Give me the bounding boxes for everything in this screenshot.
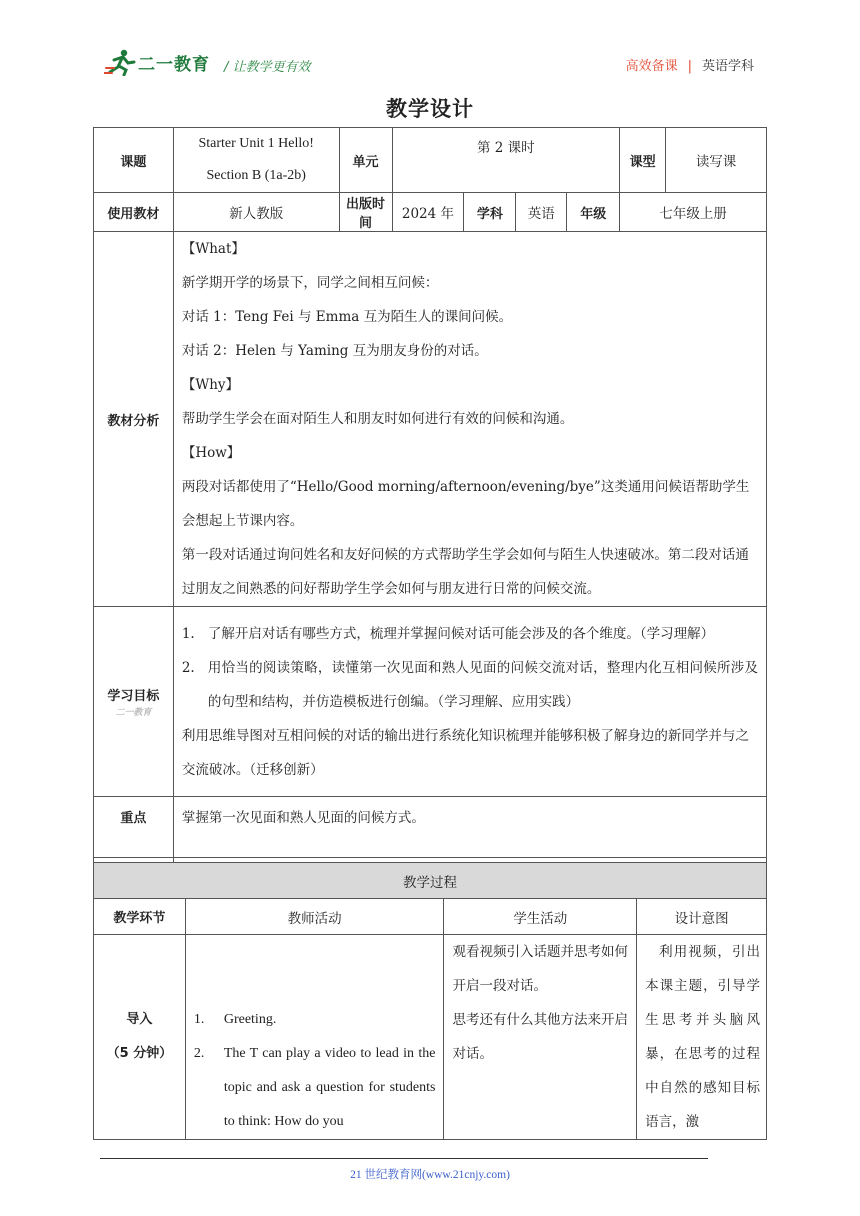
type-value: 读写课 (666, 128, 767, 193)
analysis-content (173, 232, 766, 607)
pubtime-value: 2024 年 (392, 193, 464, 232)
stage-duration: （5 分钟） (106, 1046, 173, 1061)
logo (104, 48, 210, 76)
textbook-value: 新人教版 (173, 193, 339, 232)
design-intent: 利用视频，引出本课主题，引导学生思考并头脑风暴，在思考的过程中自然的感知目标语言，激 (637, 935, 767, 1140)
unit-label: 单元 (339, 128, 392, 193)
watermark: 二一教育 (115, 707, 152, 718)
grade-label: 年级 (567, 193, 620, 232)
objective-item (182, 651, 758, 719)
topic-line-2: Section B (1a-2b) (206, 168, 306, 183)
teacher-item-text: Greeting. (223, 1012, 277, 1027)
unit-value: 第 2 课时 (392, 128, 620, 193)
topic-line-1: Starter Unit 1 Hello! (198, 136, 314, 151)
col-stage: 教学环节 (94, 899, 186, 935)
footer-source: 21 世纪教育网(www.21cnjy.com) (350, 1169, 510, 1181)
analysis-line: 第一段对话通过询问姓名和友好问候的方式帮助学生学会如何与陌生人快速破冰。第二段对话通过朋友之间熟悉的问好帮助学生学会如何与朋友进行日常的问候交流。 (181, 547, 749, 597)
objective-item (182, 617, 758, 651)
teacher-activity (185, 935, 444, 1140)
student-activity (444, 935, 637, 1140)
textbook-label: 使用教材 (94, 193, 174, 232)
logo-text: 二一教育 (138, 54, 210, 75)
analysis-label: 教材分析 (94, 232, 174, 607)
topic-label: 课题 (94, 128, 174, 193)
analysis-line: 帮助学生学会在面对陌生人和朋友时如何进行有效的问候和沟通。 (181, 411, 574, 427)
objective-text: 用恰当的阅读策略，读懂第一次见面和熟人见面的问候交流对话，整理内化互相问候所涉及的句型和结构，并仿造模板进行创编。（学习理解、应用实践） (207, 659, 758, 710)
page-title: 教学设计 (386, 97, 474, 121)
objectives-label: 学习目标 (107, 688, 160, 704)
topic-value (173, 128, 339, 193)
objective-text: 了解开启对话有哪些方式，梳理并掌握问候对话可能会涉及的各个维度。（学习理解） (207, 625, 715, 642)
runner-logo-icon (104, 48, 136, 76)
analysis-line: 新学期开学的场景下，同学之间相互问候： (181, 275, 439, 291)
type-label: 课型 (620, 128, 666, 193)
col-teacher: 教师活动 (185, 899, 444, 935)
teacher-item-number: 2. (193, 1046, 205, 1061)
teacher-item (194, 1037, 436, 1139)
subject-value: 英语 (516, 193, 567, 232)
footer-divider (100, 1158, 708, 1159)
objective-number: 2. (181, 659, 195, 676)
analysis-line: 对话 1：Teng Fei 与 Emma 互为陌生人的课间问候。 (181, 309, 513, 325)
student-activity-line: 思考还有什么其他方法来开启对话。 (452, 1012, 628, 1062)
analysis-line: 对话 2：Helen 与 Yaming 互为朋友身份的对话。 (181, 343, 488, 359)
process-title: 教学过程 (94, 863, 767, 899)
objective-number: 1. (181, 625, 195, 642)
header-right (626, 55, 754, 74)
subject-label: 学科 (464, 193, 516, 232)
keypoint-label: 重点 (94, 797, 174, 858)
process-table (93, 862, 767, 1140)
grade-value: 七年级上册 (620, 193, 767, 232)
col-student: 学生活动 (444, 899, 637, 935)
analysis-line: 【How】 (181, 445, 241, 461)
stage-name: 导入 (126, 1012, 153, 1027)
teacher-item-number: 1. (193, 1012, 205, 1027)
stage-cell (94, 935, 186, 1140)
teacher-item-text: The T can play a video to lead in the topic and ask a question for students to think: How do you (223, 1046, 436, 1129)
header-tag-prep: 高效备课 (625, 59, 678, 74)
pubtime-label: 出版时间 (339, 193, 392, 232)
teacher-item (194, 1003, 436, 1037)
keypoint-text: 掌握第一次见面和熟人见面的问候方式。 (173, 797, 766, 858)
student-activity-line: 观看视频引入话题并思考如何开启一段对话。 (452, 944, 628, 994)
header-tag-subject: 英语学科 (701, 59, 754, 74)
page-header (104, 44, 754, 82)
analysis-line: 【Why】 (181, 377, 240, 393)
slogan: / 让教学更有效 (224, 60, 311, 75)
header-separator: | (687, 59, 692, 74)
objectives-content (173, 607, 766, 797)
col-intent: 设计意图 (637, 899, 767, 935)
analysis-line: 【What】 (181, 241, 245, 257)
objectives-label-cell (94, 607, 174, 797)
analysis-line: 两段对话都使用了“Hello/Good morning/afternoon/evening/bye”这类通用问候语帮助学生会想起上节课内容。 (181, 479, 750, 529)
objective-extra: 利用思维导图对互相问候的对话的输出进行系统化知识梳理并能够积极了解身边的新同学并与之交流破冰。（迁移创新） (181, 727, 749, 778)
lesson-info-table (93, 127, 767, 887)
